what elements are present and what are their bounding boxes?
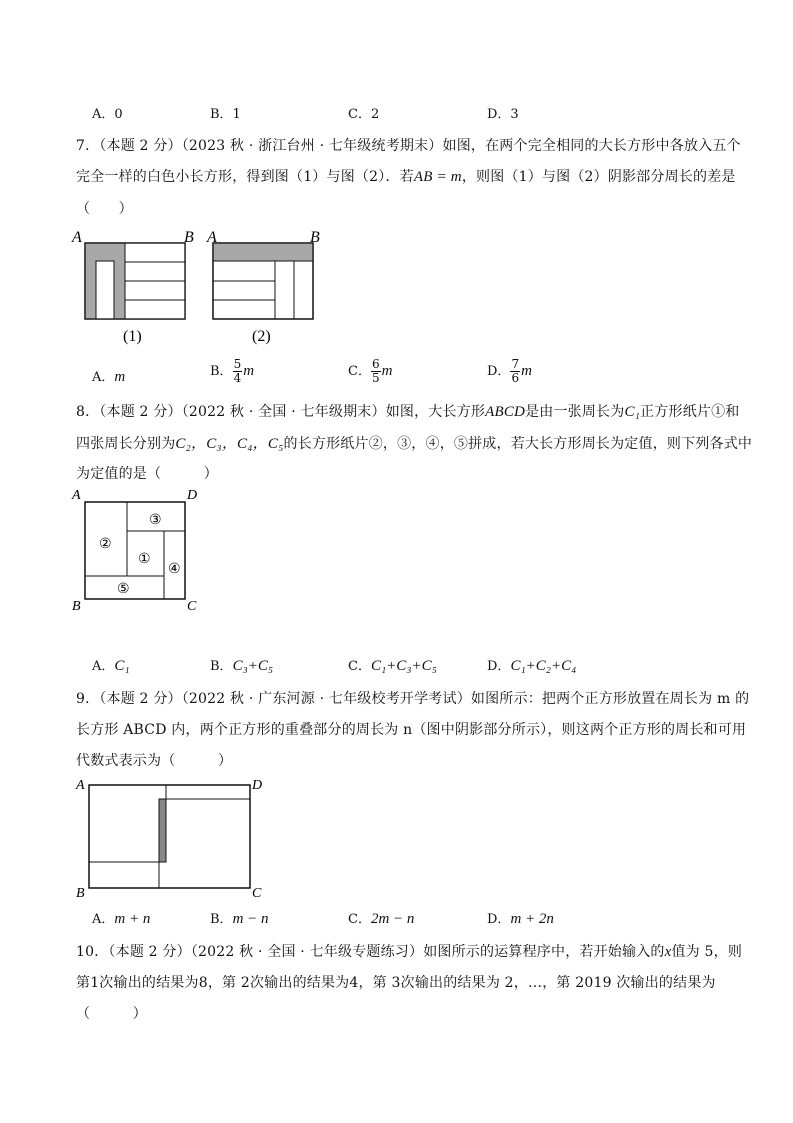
q9-line-2: 长方形 ABCD 内，两个正方形的重叠部分的周长为 n（图中阴影部分所示），则这两个正方形的周长和可用 [76,722,747,738]
q7-ab-expr: AB = m [413,169,462,185]
q9-option-a[interactable]: A．m + n [92,911,151,927]
q7-fig1-small-rect-vertical [96,261,114,319]
q9-options [0,908,793,928]
q6-option-a[interactable]: A．0 [92,107,123,122]
q7-option-b[interactable]: B． $\frac{5}{4}$ m [210,357,255,385]
q9-line-1: 9．（本题 2 分）（2022 秋 · 广东河源 · 七年级校考开学考试）如图所示：把两个正方形放置在周长为 m 的 [76,691,750,707]
q7-fig1-label-b: B [184,229,194,246]
q6-option-c[interactable]: C．2 [348,107,380,122]
q7-figure-1 [71,229,194,345]
q8-piece-5: ⑤ [117,582,130,597]
q9-label-c: C [252,886,262,900]
q8-option-c[interactable]: C．C₁+C₃+C₅ [348,658,437,674]
q10-line-3: （ ） [76,1006,147,1022]
q9-line-3: 代数式表示为（ ） [76,753,233,769]
q9-label-b: B [76,886,85,900]
q7-figure [68,226,338,348]
q6-options [0,103,793,123]
q7-fig1-caption: (1) [123,328,142,345]
q9-outer-rect [89,785,250,888]
q8-option-a[interactable]: A．C₁ [92,658,130,674]
q9-overlap-shaded [159,799,166,862]
q7-fig2-caption: (2) [252,328,271,345]
q9-label-a: A [76,778,85,793]
q8-option-d[interactable]: D．C₁+C₂+C₄ [487,658,577,674]
q7-fig1-label-a: A [72,229,82,246]
q9-figure [68,774,273,900]
q8-label-d: D [187,488,198,503]
q8-label-c: C [187,599,197,614]
q9-option-c[interactable]: C．2m − n [348,911,415,927]
q8-label-a: A [72,488,81,503]
q8-figure [68,486,208,614]
q8-line-1: 8．（本题 2 分）（2022 秋 · 全国 · 七年级期末）如图，大长方形ABCD是由一张周长为C₁正方形纸片①和 [76,404,740,420]
q7-fig2-label-b: B [310,229,320,246]
q7-options [0,357,793,388]
q9-option-d[interactable]: D．m + 2n [487,911,554,927]
q9-label-d: D [252,778,263,793]
q8-line-2: 四张周长分别为C₂，C₃，C₄，C₅的长方形纸片②，③，④，⑤拼成，若大长方形周长为定值，则下列各式中 [76,436,753,452]
q8-options [0,655,793,675]
q7-option-c[interactable]: C． $\frac{6}{5}$ m [348,357,393,385]
q8-label-b: B [72,599,81,614]
q10-line-1: 10．（本题 2 分）（2022 秋 · 全国 · 七年级专题练习）如图所示的运算程序中，若开始输入的x值为 5，则 [76,944,743,960]
q6-option-b[interactable]: B．1 [210,107,241,122]
q7-line-3: （ ） [76,201,133,217]
q7-figure-2 [206,229,320,345]
q8-line-3: 为定值的是（ ） [76,466,218,482]
q7-line-2: 完全一样的白色小长方形，得到图（1）与图（2）．若AB = m，则图（1）与图（2）阴影部分周长的差是 [76,169,736,185]
q7-fig2-label-a: A [207,229,217,246]
q8-piece-3: ③ [149,513,162,528]
q6-option-d[interactable]: D．3 [487,107,519,122]
q7-option-d[interactable]: D． $\frac{7}{6}$ m [487,357,532,385]
q8-piece-2: ② [99,537,112,552]
q7-fig2-shaded-area [213,243,313,261]
q7-option-a[interactable]: A．m [92,369,126,385]
q8-option-b[interactable]: B．C₃+C₅ [210,658,274,674]
q9-option-b[interactable]: B．m − n [210,911,269,927]
q7-line-1: 7．（本题 2 分）（2023 秋 · 浙江台州 · 七年级统考期末）如图，在两个完全相同的大长方形中各放入五个 [76,138,741,154]
q8-piece-1: ① [138,552,151,567]
q8-piece-4: ④ [168,562,181,577]
q10-line-2: 第1次输出的结果为8，第 2次输出的结果为4，第 3次输出的结果为 2，…，第 2019 次输出的结果为 [76,975,716,991]
